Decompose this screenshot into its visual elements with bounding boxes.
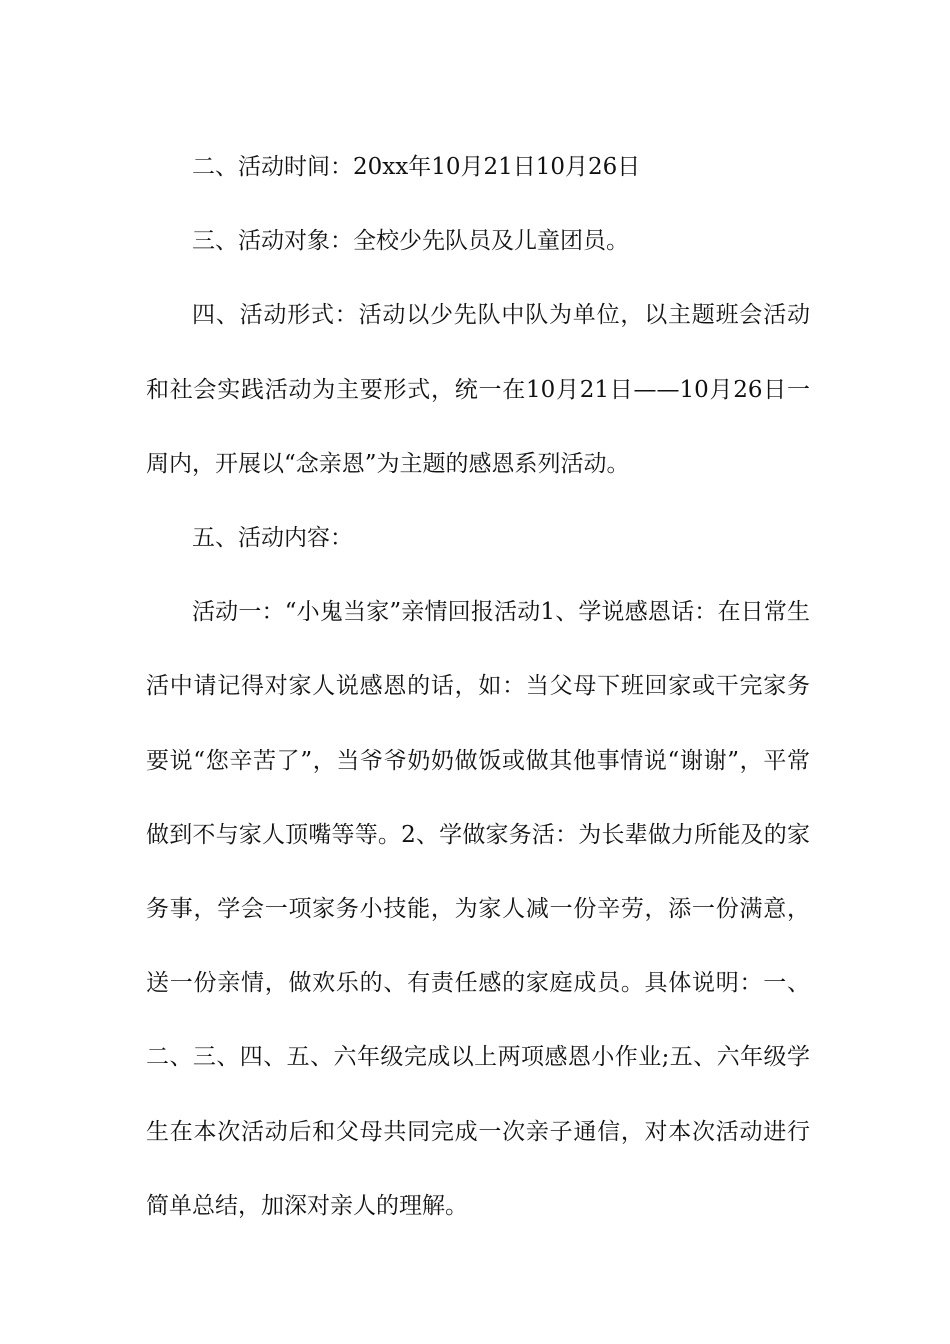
paragraph-activity-content-heading: 五、活动内容： (192, 525, 353, 552)
document-body (146, 130, 810, 1243)
paragraph-activity-target: 三、活动对象：全校少先队员及儿童团员。 (192, 228, 629, 255)
paragraph-activity-form: 四、活动形式：活动以少先队中队为单位，以主题班会活动和社会实践活动为主要形式，统一在10月21日——10月26日一周内，开展以“念亲恩”为主题的感恩系列活动。 (146, 302, 810, 477)
paragraph-activity-one: 活动一：“小鬼当家”亲情回报活动1、学说感恩话：在日常生活中请记得对家人说感恩的话，如：当父母下班回家或干完家务要说“您辛苦了”，当爷爷奶奶做饭或做其他事情说“谢谢”，平常做到不与家人顶嘴等等。2、学做家务活：为长辈做力所能及的家务事，学会一项家务小技能，为家人减一份辛劳，添一份满意，送一份亲情，做欢乐的、有责任感的家庭成员。具体说明：一、二、三、四、五、六年级完成以上两项感恩小作业;五、六年级学生在本次活动后和父母共同完成一次亲子通信，对本次活动进行简单总结，加深对亲人的理解。 (146, 599, 810, 1219)
paragraph-activity-time: 二、活动时间：20xx年10月21日10月26日 (192, 154, 641, 180)
